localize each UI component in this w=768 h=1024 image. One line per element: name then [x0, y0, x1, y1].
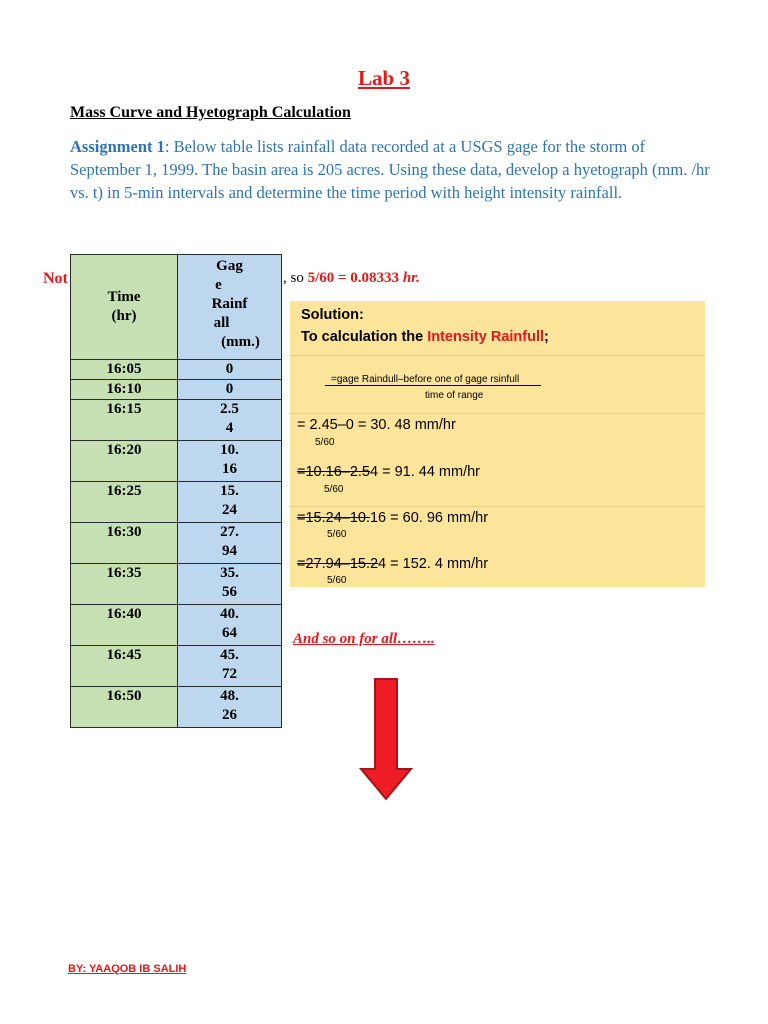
equation-4-denominator: 5/60	[327, 575, 347, 586]
solution-subheading	[301, 329, 549, 345]
solution-divider	[290, 355, 705, 356]
equation-3-strike: =15.24–10.	[297, 510, 370, 526]
time-cell: 16:25	[71, 482, 178, 523]
rainfall-cell-line: 72	[222, 666, 237, 682]
equation-2-denominator: 5/60	[324, 484, 344, 495]
rainfall-cell	[178, 360, 282, 380]
equation-4	[297, 556, 488, 572]
equation-4-strike: =27.94–15.2	[297, 556, 379, 572]
header-time	[71, 255, 178, 360]
table-row	[71, 400, 282, 441]
rainfall-cell	[178, 687, 282, 728]
rainfall-cell-line: 40.	[220, 606, 239, 622]
table-row	[71, 564, 282, 605]
rainfall-cell	[178, 441, 282, 482]
time-cell: 16:15	[71, 400, 178, 441]
header-rain-line: Rainf	[211, 296, 248, 312]
solution-divider	[290, 413, 705, 414]
header-rain-line: all	[213, 315, 230, 331]
rainfall-cell-line: 4	[225, 420, 234, 436]
equation-2-rest: 4 = 91. 44 mm/hr	[369, 464, 480, 480]
equation-2-strike: =10.16–2.5	[297, 464, 370, 480]
rainfall-cell-line: 27.	[220, 524, 239, 540]
header-time-line: (hr)	[111, 308, 137, 324]
rainfall-cell-line: 45.	[220, 647, 239, 663]
footer-author: BY: YAAQOB IB SALIH	[68, 963, 187, 975]
formula-numerator: =gage Raindull–before one of gage rsinfull	[325, 374, 541, 386]
table-row	[71, 380, 282, 400]
solution-heading: Solution:	[301, 307, 364, 323]
note-prefix: , so	[283, 270, 308, 286]
subtitle: Mass Curve and Hyetograph Calculation	[70, 104, 351, 121]
solution-subheading-red: Intensity Rainfull	[427, 329, 545, 345]
time-cell: 16:20	[71, 441, 178, 482]
header-rainfall	[178, 255, 282, 360]
header-rain-line: e	[215, 277, 222, 293]
equation-3-denominator: 5/60	[327, 529, 347, 540]
table-row	[71, 482, 282, 523]
rainfall-cell-line: 48.	[220, 688, 239, 704]
solution-subheading-prefix: To calculation the	[301, 329, 428, 345]
equation-1: = 2.45–0 = 30. 48 mm/hr	[297, 417, 456, 433]
time-cell: 16:45	[71, 646, 178, 687]
time-cell: 16:30	[71, 523, 178, 564]
note-unit: hr.	[402, 270, 420, 286]
formula-denominator: time of range	[425, 390, 484, 401]
rainfall-cell	[178, 523, 282, 564]
assignment-text: : Below table lists rainfall data recorded at a USGS gage for the storm of September 1, 1999. The basin area is 205 acres. Using these data, develop a hyetograph (mm. /hr vs. t) in 5-min intervals and determine the time period with height intensity rainfall.	[70, 137, 710, 202]
rainfall-cell-line: 0	[225, 381, 234, 397]
rainfall-cell	[178, 646, 282, 687]
rainfall-table	[70, 254, 282, 728]
table-row	[71, 646, 282, 687]
rainfall-cell-line: 26	[222, 707, 237, 723]
equation-3-rest: 16 = 60. 96 mm/hr	[369, 510, 489, 526]
rainfall-cell	[178, 605, 282, 646]
rainfall-cell-line: 24	[222, 502, 237, 518]
header-time-line: Time	[107, 289, 141, 305]
solution-divider	[290, 506, 705, 507]
equation-3	[297, 510, 488, 526]
time-cell: 16:40	[71, 605, 178, 646]
assignment-label: Assignment 1	[70, 137, 165, 156]
time-cell: 16:10	[71, 380, 178, 400]
rainfall-cell	[178, 482, 282, 523]
time-cell: 16:05	[71, 360, 178, 380]
rainfall-cell-line: 64	[222, 625, 237, 641]
rainfall-cell-line: 15.	[220, 483, 239, 499]
rainfall-cell	[178, 564, 282, 605]
note-equation: 5/60 = 0.08333	[307, 270, 400, 286]
header-rain-line: Gag	[216, 258, 243, 274]
page-title: Lab 3	[358, 66, 410, 90]
rainfall-cell-line: 16	[222, 461, 237, 477]
table-row	[71, 605, 282, 646]
header-rain-line: (mm.)	[221, 334, 260, 350]
rainfall-cell-line: 35.	[220, 565, 239, 581]
table-row	[71, 441, 282, 482]
time-cell: 16:35	[71, 564, 178, 605]
down-arrow-icon	[359, 677, 413, 801]
table-row	[71, 360, 282, 380]
rainfall-cell-line: 94	[222, 543, 237, 559]
rainfall-cell-line: 2.5	[220, 401, 239, 417]
note-label: Not	[43, 270, 68, 287]
rainfall-cell-line: 0	[225, 361, 234, 377]
rainfall-cell-line: 56	[222, 584, 237, 600]
solution-box	[290, 301, 705, 587]
and-so-on-text: And so on for all……..	[293, 631, 435, 647]
time-cell: 16:50	[71, 687, 178, 728]
rainfall-cell	[178, 400, 282, 441]
solution-subheading-suffix: ;	[544, 329, 549, 345]
equation-1-denominator: 5/60	[315, 437, 335, 448]
note-text	[283, 270, 420, 287]
table-body	[71, 360, 282, 728]
assignment-paragraph	[70, 135, 710, 204]
equation-4-rest: 4 = 152. 4 mm/hr	[378, 556, 489, 572]
general-formula	[325, 374, 541, 401]
table-row	[71, 687, 282, 728]
rainfall-cell	[178, 380, 282, 400]
table-row	[71, 523, 282, 564]
equation-2	[297, 464, 480, 480]
table-header-row	[71, 255, 282, 360]
rainfall-cell-line: 10.	[220, 442, 239, 458]
